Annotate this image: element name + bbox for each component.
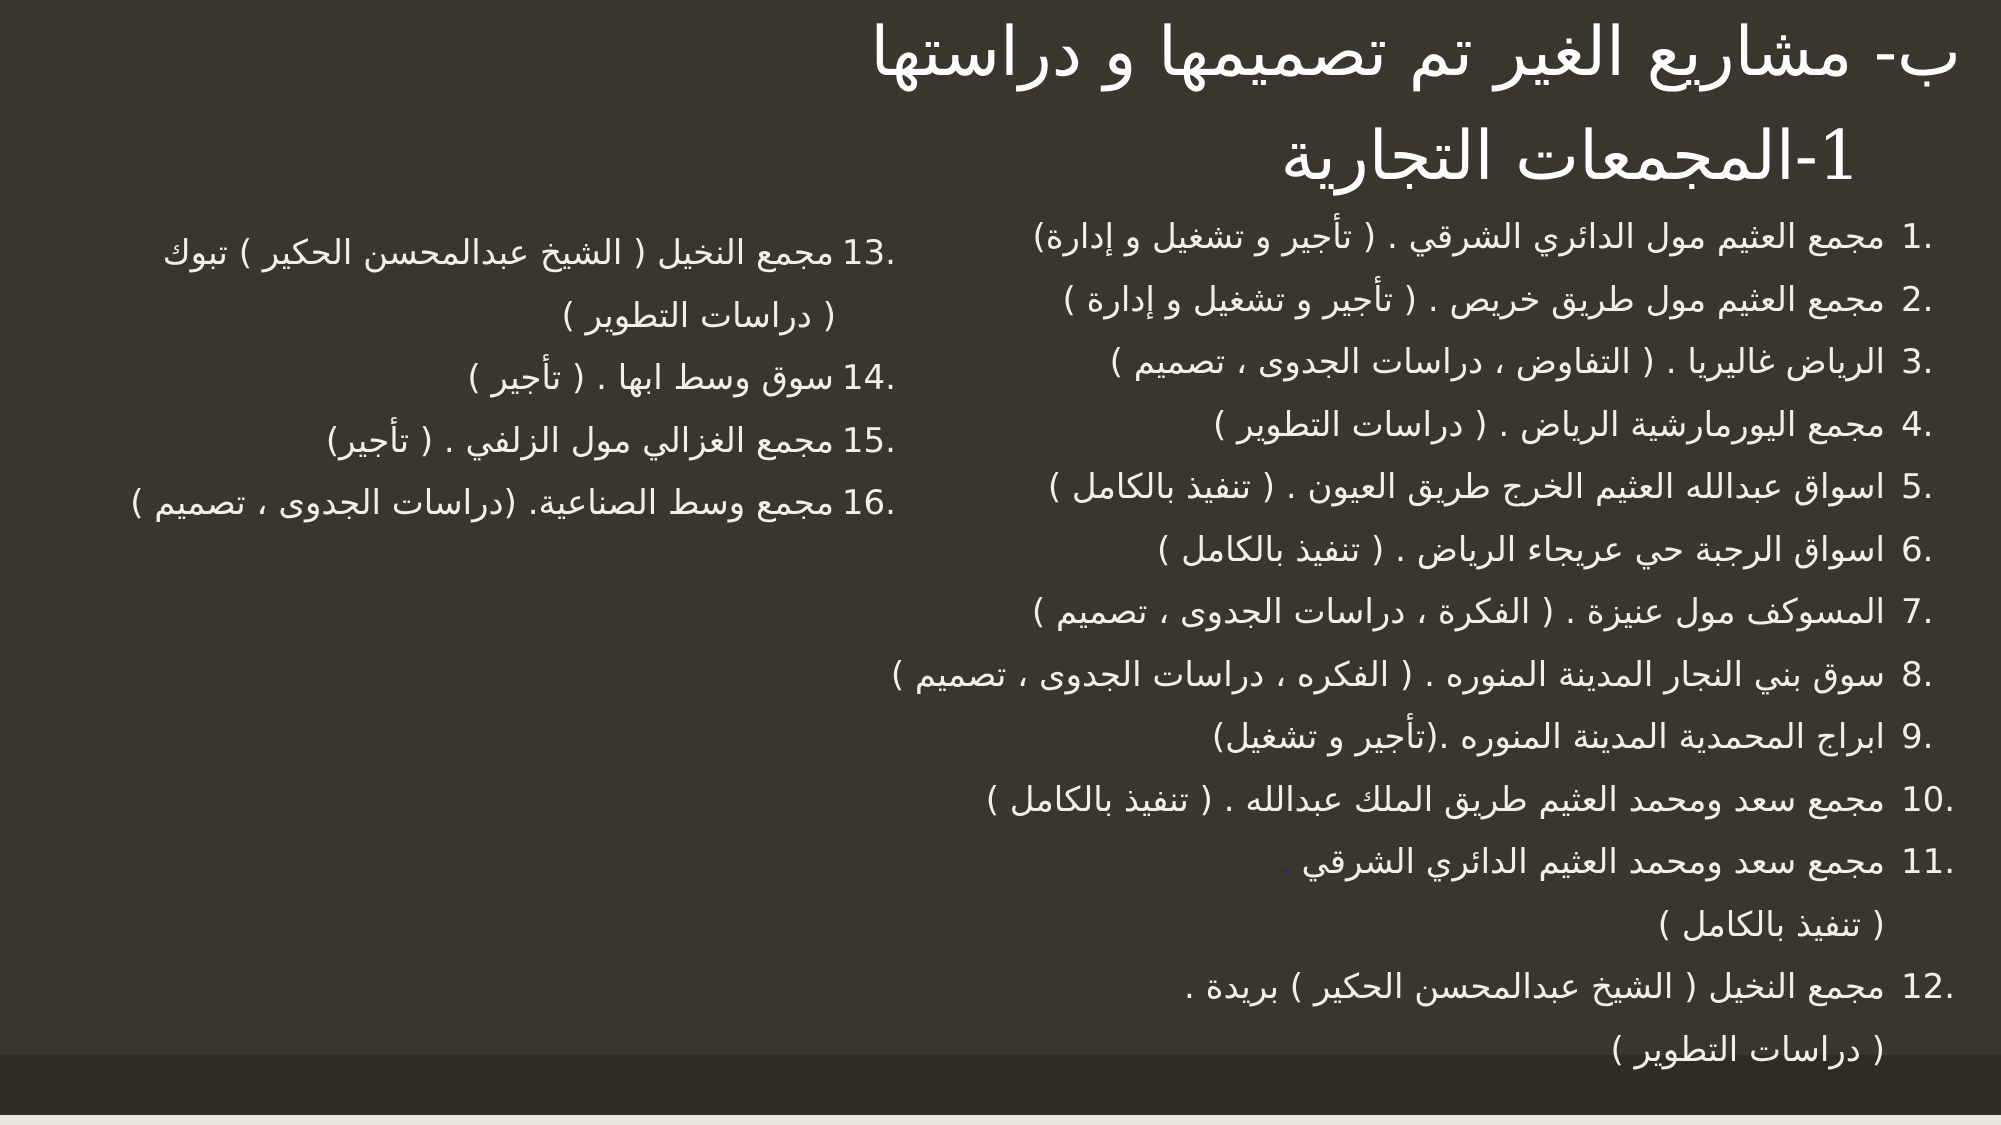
item-number: 14. [841, 358, 896, 398]
projects-list-right [861, 206, 1961, 1081]
item-continuation: ( دراسات التطوير ) [1610, 1029, 1885, 1070]
item-number: 9. [1901, 717, 1934, 757]
item-number: 3. [1901, 342, 1934, 382]
item-text: الرياض غاليريا . ( التفاوض ، دراسات الجدوى ، تصميم ) [1109, 342, 1885, 382]
item-continuation: ( دراسات التطوير ) [561, 295, 836, 336]
slide-subheading: 1-المجمعات التجارية [1280, 117, 1861, 196]
item-number: 2. [1901, 279, 1934, 320]
item-text: مجمع سعد ومحمد العثيم الدائري الشرقي [1301, 842, 1885, 882]
list-item [0, 347, 896, 410]
item-text: سوق وسط ابها . ( تأجير ) [467, 358, 834, 398]
item-text: ابراج المحمدية المدينة المنوره .(تأجير و تشغيل) [1211, 717, 1885, 757]
list-item [0, 222, 896, 347]
item-number: 11. [1901, 842, 1956, 882]
list-item [861, 706, 1961, 769]
list-item [861, 206, 1961, 269]
list-item [0, 410, 896, 473]
item-number: 15. [841, 420, 896, 461]
projects-list-left [0, 222, 896, 535]
list-item [0, 472, 896, 535]
list-item [861, 456, 1961, 519]
item-text: مجمع النخيل ( الشيخ عبدالمحسن الحكير ) بريدة . [1184, 967, 1885, 1007]
item-number: 8. [1901, 654, 1934, 695]
list-item [861, 644, 1961, 707]
item-text: مجمع النخيل ( الشيخ عبدالمحسن الحكير ) تبوك [162, 233, 834, 273]
item-text: مجمع اليورمارشية الرياض . ( دراسات التطوير ) [1212, 404, 1885, 445]
item-text: مجمع الغزالي مول الزلفي . ( تأجير) [325, 420, 834, 461]
item-text: مجمع العثيم مول الدائري الشرقي . ( تأجير و تشغيل و إدارة) [1032, 217, 1885, 257]
list-item [861, 269, 1961, 332]
item-number: 13. [841, 233, 896, 273]
list-item [861, 769, 1961, 832]
item-number: 1. [1901, 217, 1934, 257]
item-number: 16. [841, 483, 896, 523]
item-text: سوق بني النجار المدينة المنوره . ( الفكره ، دراسات الجدوى ، تصميم ) [890, 654, 1885, 695]
item-text: مجمع العثيم مول طريق خريص . ( تأجير و تشغيل و إدارة ) [1062, 279, 1885, 320]
item-number: 6. [1901, 529, 1934, 570]
item-number: 4. [1901, 404, 1934, 445]
list-item [861, 831, 1961, 956]
item-continuation: ( تنفيذ بالكامل ) [1657, 904, 1885, 945]
slide-heading: ب- مشاريع الغير تم تصميمها و دراستها [870, 13, 1961, 92]
item-text: مجمع سعد ومحمد العثيم طريق الملك عبدالله . ( تنفيذ بالكامل ) [985, 779, 1885, 820]
item-text: مجمع وسط الصناعية. (دراسات الجدوى ، تصميم ) [130, 483, 834, 523]
item-number: 10. [1901, 779, 1956, 820]
item-text: اسواق الرجبة حي عريجاء الرياض . ( تنفيذ بالكامل ) [1157, 529, 1885, 570]
item-number: 12. [1901, 967, 1956, 1007]
list-item [861, 956, 1961, 1081]
item-number: 5. [1901, 467, 1934, 507]
list-item [861, 519, 1961, 582]
bottom-strip [0, 1115, 2001, 1125]
list-item [861, 394, 1961, 457]
item-text: المسوكف مول عنيزة . ( الفكرة ، دراسات الجدوى ، تصميم ) [1031, 592, 1885, 632]
item-number: 7. [1901, 592, 1934, 632]
list-item [861, 581, 1961, 644]
list-item [861, 331, 1961, 394]
item-text: اسواق عبدالله العثيم الخرج طريق العيون . ( تنفيذ بالكامل ) [1047, 467, 1885, 507]
bullet-dot: . [1279, 842, 1291, 882]
